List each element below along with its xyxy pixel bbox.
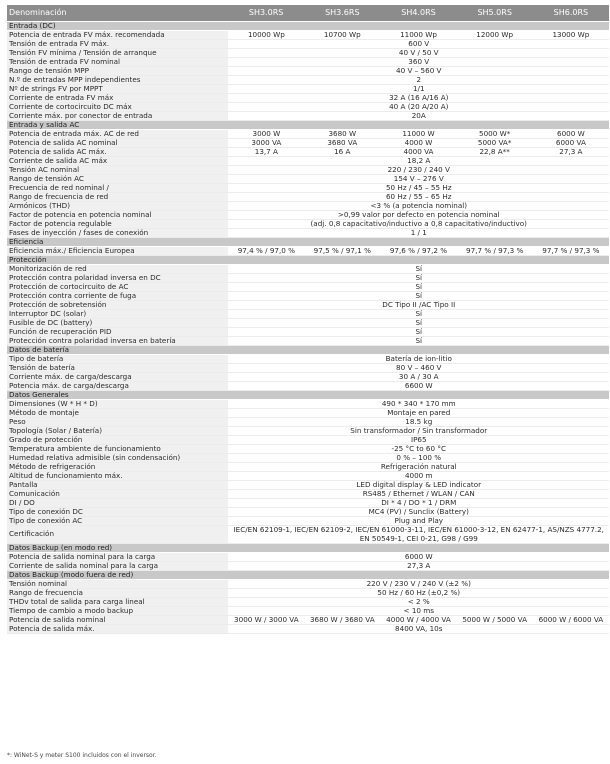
section-header [7, 238, 609, 247]
row-value: 50 Hz / 45 – 55 Hz [228, 184, 609, 193]
row-label: Corriente de salida nominal para la carga [7, 562, 228, 571]
section-title: Datos de batería [7, 346, 609, 355]
row-label: Potencia de salida AC máx. [7, 148, 228, 157]
table-row [7, 130, 609, 139]
row-label: Protección contra polaridad inversa en batería [7, 337, 228, 346]
row-label: Rango de frecuencia de red [7, 193, 228, 202]
model-header: SH4.0RS [380, 5, 456, 22]
section-header [7, 121, 609, 130]
table-row [7, 355, 609, 364]
row-value: 6000 VA [533, 139, 609, 148]
table-row [7, 436, 609, 445]
row-label: Frecuencia de red nominal / [7, 184, 228, 193]
row-label: Rango de tensión AC [7, 175, 228, 184]
row-value: 1/1 [228, 85, 609, 94]
row-label: Protección de cortocircuito de AC [7, 283, 228, 292]
row-value: 600 V [228, 40, 609, 49]
row-value: IEC/EN 62109-1, IEC/EN 62109-2, IEC/EN 61000-3-11, IEC/EN 61000-3-12, EN 62477-1, AS/NZS 4777.2, EN 50549-1, CEI 0-21, G98 / G99 [228, 526, 609, 544]
row-label: Eficiencia máx./ Eficiencia Europea [7, 247, 228, 256]
row-value: 97,5 % / 97,1 % [304, 247, 380, 256]
model-header: SH6.0RS [533, 5, 609, 22]
row-value: 27,3 A [533, 148, 609, 157]
row-label: Altitud de funcionamiento máx. [7, 472, 228, 481]
row-value: 4000 VA [380, 148, 456, 157]
table-row [7, 598, 609, 607]
table-row [7, 499, 609, 508]
row-label: Potencia de salida máx. [7, 625, 228, 634]
row-value: Sí [228, 310, 609, 319]
row-value: DI * 4 / DO * 1 / DRM [228, 499, 609, 508]
row-value: 4000 m [228, 472, 609, 481]
row-value: 220 / 230 / 240 V [228, 166, 609, 175]
row-value: Sí [228, 265, 609, 274]
row-value: 11000 Wp [380, 31, 456, 40]
row-value: 0 % – 100 % [228, 454, 609, 463]
spec-sheet [7, 5, 609, 634]
row-label: THDv total de salida para carga lineal [7, 598, 228, 607]
table-row [7, 607, 609, 616]
row-value: Batería de ion-litio [228, 355, 609, 364]
table-row [7, 481, 609, 490]
section-title: Eficiencia [7, 238, 609, 247]
row-label: Certificación [7, 526, 228, 544]
row-label: Método de refrigeración [7, 463, 228, 472]
row-value: 154 V – 276 V [228, 175, 609, 184]
table-row [7, 310, 609, 319]
spec-table [7, 5, 609, 634]
row-value: Sí [228, 319, 609, 328]
row-label: Potencia de entrada máx. AC de red [7, 130, 228, 139]
row-value: <3 % (a potencia nominal) [228, 202, 609, 211]
row-label: Factor de potencia en potencia nominal [7, 211, 228, 220]
model-header: SH3.6RS [304, 5, 380, 22]
row-value: 32 A (16 A/16 A) [228, 94, 609, 103]
table-row [7, 202, 609, 211]
row-value: 490 * 340 * 170 mm [228, 400, 609, 409]
row-value: 3680 W / 3680 VA [304, 616, 380, 625]
table-row [7, 373, 609, 382]
table-row [7, 508, 609, 517]
row-label: Tensión AC nominal [7, 166, 228, 175]
table-row [7, 562, 609, 571]
row-label: Tensión de entrada FV nominal [7, 58, 228, 67]
row-value: 5000 W* [457, 130, 533, 139]
row-label: Tipo de batería [7, 355, 228, 364]
row-label: Protección de sobretensión [7, 301, 228, 310]
table-row [7, 364, 609, 373]
row-value: 5000 W / 5000 VA [457, 616, 533, 625]
row-label: Protección contra corriente de fuga [7, 292, 228, 301]
row-label: Factor de potencia regulable [7, 220, 228, 229]
table-row [7, 94, 609, 103]
section-header [7, 391, 609, 400]
row-label: Fusible de DC (battery) [7, 319, 228, 328]
row-label: Corriente de entrada FV máx [7, 94, 228, 103]
row-label: Corriente de salida AC máx [7, 157, 228, 166]
row-label: Protección contra polaridad inversa en DC [7, 274, 228, 283]
row-value: 5000 VA* [457, 139, 533, 148]
row-value: Sin transformador / Sin transformador [228, 427, 609, 436]
table-row [7, 220, 609, 229]
row-value: 6000 W [228, 553, 609, 562]
row-label: Topología (Solar / Batería) [7, 427, 228, 436]
table-row [7, 76, 609, 85]
row-label: Armónicos (THD) [7, 202, 228, 211]
row-value: 18,2 A [228, 157, 609, 166]
row-value: 360 V [228, 58, 609, 67]
row-value: 13000 Wp [533, 31, 609, 40]
table-row [7, 49, 609, 58]
row-label: Potencia máx. de carga/descarga [7, 382, 228, 391]
table-row [7, 472, 609, 481]
table-row [7, 85, 609, 94]
row-label: Potencia de salida nominal para la carga [7, 553, 228, 562]
section-header [7, 544, 609, 553]
row-value: 20A [228, 112, 609, 121]
row-value: 220 V / 230 V / 240 V (±2 %) [228, 580, 609, 589]
row-value: 3000 W [228, 130, 304, 139]
row-label: Tensión de entrada FV máx. [7, 40, 228, 49]
row-label: Fases de inyección / fases de conexión [7, 229, 228, 238]
section-header [7, 571, 609, 580]
row-value: 80 V – 460 V [228, 364, 609, 373]
row-value: Sí [228, 328, 609, 337]
row-value: 1 / 1 [228, 229, 609, 238]
table-row [7, 400, 609, 409]
table-row [7, 229, 609, 238]
row-label: Peso [7, 418, 228, 427]
section-header [7, 256, 609, 265]
table-row [7, 112, 609, 121]
table-row [7, 157, 609, 166]
row-label: Método de montaje [7, 409, 228, 418]
row-label: DI / DO [7, 499, 228, 508]
row-label: Comunicación [7, 490, 228, 499]
table-row [7, 625, 609, 634]
row-value: IP65 [228, 436, 609, 445]
table-row [7, 103, 609, 112]
table-row [7, 31, 609, 40]
row-value: 18.5 kg [228, 418, 609, 427]
model-header: SH3.0RS [228, 5, 304, 22]
row-value: LED digital display & LED indicator [228, 481, 609, 490]
row-value: (adj. 0,8 capacitativo/inductivo a 0,8 capacitativo/inductivo) [228, 220, 609, 229]
table-row [7, 328, 609, 337]
row-label: Humedad relativa admisible (sin condensación) [7, 454, 228, 463]
row-value: 40 A (20 A/20 A) [228, 103, 609, 112]
table-row [7, 184, 609, 193]
header-row [7, 5, 609, 22]
row-value: 3000 VA [228, 139, 304, 148]
row-value: 60 Hz / 55 – 65 Hz [228, 193, 609, 202]
row-value: Sí [228, 337, 609, 346]
row-value: Montaje en pared [228, 409, 609, 418]
row-value: 11000 W [380, 130, 456, 139]
section-title: Entrada y salida AC [7, 121, 609, 130]
row-value: 10000 Wp [228, 31, 304, 40]
row-value: 40 V – 560 V [228, 67, 609, 76]
row-label: Corriente de cortocircuito DC máx [7, 103, 228, 112]
row-value: 3000 W / 3000 VA [228, 616, 304, 625]
row-label: Corriente máx. por conector de entrada [7, 112, 228, 121]
row-label: Rango de frecuencia [7, 589, 228, 598]
header-label: Denominación [7, 5, 228, 22]
table-row [7, 589, 609, 598]
table-row [7, 526, 609, 544]
table-row [7, 301, 609, 310]
row-label: Potencia de salida nominal [7, 616, 228, 625]
row-value: Sí [228, 292, 609, 301]
row-label: Tensión nominal [7, 580, 228, 589]
table-row [7, 553, 609, 562]
row-label: Monitorización de red [7, 265, 228, 274]
row-value: 50 Hz / 60 Hz (±0,2 %) [228, 589, 609, 598]
row-label: Tiempo de cambio a modo backup [7, 607, 228, 616]
table-row [7, 139, 609, 148]
row-value: 8400 VA, 10s [228, 625, 609, 634]
row-label: Potencia de entrada FV máx. recomendada [7, 31, 228, 40]
footnote: *: WiNet-S y meter S100 incluidos con el inversor. [7, 752, 157, 759]
row-label: Potencia de salida AC nominal [7, 139, 228, 148]
row-value: 6600 W [228, 382, 609, 391]
section-title: Datos Generales [7, 391, 609, 400]
row-label: Tensión de batería [7, 364, 228, 373]
table-row [7, 454, 609, 463]
section-header [7, 346, 609, 355]
row-value: 10700 Wp [304, 31, 380, 40]
table-row [7, 274, 609, 283]
row-value: Refrigeración natural [228, 463, 609, 472]
row-value: RS485 / Ethernet / WLAN / CAN [228, 490, 609, 499]
row-label: Temperatura ambiente de funcionamiento [7, 445, 228, 454]
table-row [7, 427, 609, 436]
row-value: 97,6 % / 97,2 % [380, 247, 456, 256]
row-label: Dimensiones (W * H * D) [7, 400, 228, 409]
row-value: 3680 VA [304, 139, 380, 148]
row-value: 6000 W [533, 130, 609, 139]
section-title: Datos Backup (en modo red) [7, 544, 609, 553]
section-title: Entrada (DC) [7, 22, 609, 31]
table-row [7, 418, 609, 427]
row-label: Grado de protección [7, 436, 228, 445]
row-value: 30 A / 30 A [228, 373, 609, 382]
row-value: 12000 Wp [457, 31, 533, 40]
row-label: Tensión FV mínima / Tensión de arranque [7, 49, 228, 58]
row-label: Tipo de conexión AC [7, 517, 228, 526]
table-row [7, 40, 609, 49]
table-row [7, 283, 609, 292]
table-row [7, 58, 609, 67]
table-row [7, 211, 609, 220]
row-label: Tipo de conexión DC [7, 508, 228, 517]
table-row [7, 490, 609, 499]
table-row [7, 148, 609, 157]
row-label: Rango de tensión MPP [7, 67, 228, 76]
row-value: 97,7 % / 97,3 % [533, 247, 609, 256]
table-row [7, 580, 609, 589]
table-row [7, 166, 609, 175]
row-value: Sí [228, 274, 609, 283]
row-value: >0,99 valor por defecto en potencia nominal [228, 211, 609, 220]
row-label: Nº de strings FV por MPPT [7, 85, 228, 94]
row-value: Sí [228, 283, 609, 292]
row-value: DC Tipo II /AC Tipo II [228, 301, 609, 310]
row-value: 2 [228, 76, 609, 85]
table-row [7, 517, 609, 526]
row-value: 4000 W [380, 139, 456, 148]
row-value: 4000 W / 4000 VA [380, 616, 456, 625]
row-value: < 10 ms [228, 607, 609, 616]
table-row [7, 463, 609, 472]
table-row [7, 292, 609, 301]
section-title: Protección [7, 256, 609, 265]
row-value: -25 °C to 60 °C [228, 445, 609, 454]
table-row [7, 193, 609, 202]
row-value: 16 A [304, 148, 380, 157]
table-row [7, 616, 609, 625]
table-row [7, 319, 609, 328]
row-value: 97,7 % / 97,3 % [457, 247, 533, 256]
section-header [7, 22, 609, 31]
row-label: Corriente máx. de carga/descarga [7, 373, 228, 382]
row-value: 40 V / 50 V [228, 49, 609, 58]
table-row [7, 175, 609, 184]
row-value: 22,8 A** [457, 148, 533, 157]
row-value: 13,7 A [228, 148, 304, 157]
row-value: Plug and Play [228, 517, 609, 526]
row-value: 97,4 % / 97,0 % [228, 247, 304, 256]
row-label: Función de recuperación PID [7, 328, 228, 337]
row-label: Pantalla [7, 481, 228, 490]
table-row [7, 409, 609, 418]
table-row [7, 67, 609, 76]
row-value: MC4 (PV) / Sunclix (Battery) [228, 508, 609, 517]
table-row [7, 445, 609, 454]
model-header: SH5.0RS [457, 5, 533, 22]
row-value: 6000 W / 6000 VA [533, 616, 609, 625]
row-label: Interruptor DC (solar) [7, 310, 228, 319]
table-row [7, 382, 609, 391]
row-label: N.º de entradas MPP independientes [7, 76, 228, 85]
table-row [7, 265, 609, 274]
row-value: 3680 W [304, 130, 380, 139]
table-row [7, 337, 609, 346]
section-title: Datos Backup (modo fuera de red) [7, 571, 609, 580]
row-value: < 2 % [228, 598, 609, 607]
row-value: 27,3 A [228, 562, 609, 571]
table-row [7, 247, 609, 256]
